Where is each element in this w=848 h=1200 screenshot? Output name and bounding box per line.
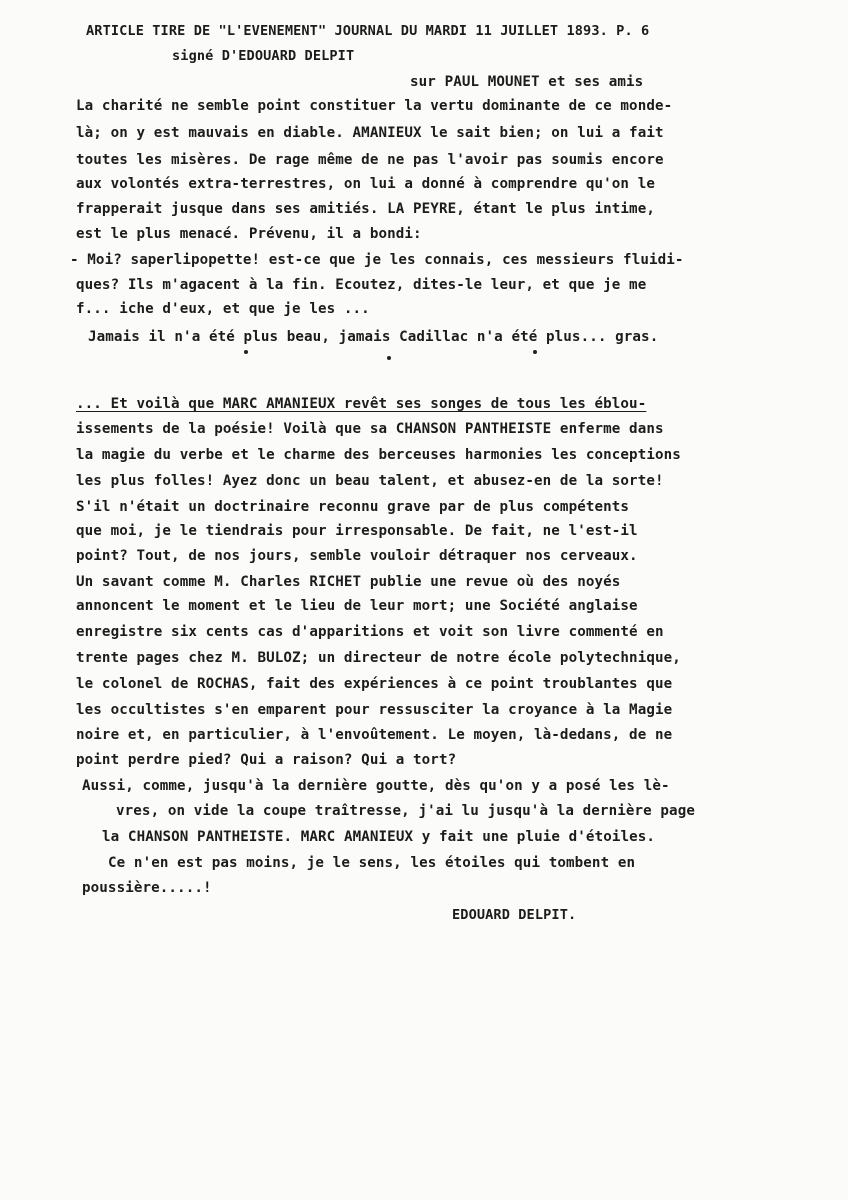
body-line-27: vres, on vide la coupe traîtresse, j'ai lu jusqu'à la dernière page xyxy=(116,803,695,819)
header-subject: sur PAUL MOUNET et ses amis xyxy=(410,74,644,90)
ellipsis-dot xyxy=(244,350,248,354)
body-line-26: Aussi, comme, jusqu'à la dernière goutte, dès qu'on y a posé les lè- xyxy=(82,778,670,794)
body-line-14: les plus folles! Ayez donc un beau talent, et abusez-en de la sorte! xyxy=(76,473,664,489)
body-line-5: frapperait jusque dans ses amitiés. LA PEYRE, étant le plus intime, xyxy=(76,201,655,217)
header-author: signé D'EDOUARD DELPIT xyxy=(172,48,355,64)
body-line-29: Ce n'en est pas moins, je le sens, les étoiles qui tombent en xyxy=(108,855,636,871)
body-line-30: poussière.....! xyxy=(82,880,212,896)
body-line-8: ques? Ils m'agacent à la fin. Ecoutez, dites-le leur, et que je me xyxy=(76,277,647,293)
body-line-9: f... iche d'eux, et que je les ... xyxy=(76,301,370,317)
body-line-15: S'il n'était un doctrinaire reconnu grave par de plus compétents xyxy=(76,499,630,515)
body-line-24: noire et, en particulier, à l'envoûtement. Le moyen, là-dedans, de ne xyxy=(76,727,673,743)
body-line-28: la CHANSON PANTHEISTE. MARC AMANIEUX y fait une pluie d'étoiles. xyxy=(102,829,656,845)
signature: EDOUARD DELPIT. xyxy=(452,907,577,923)
ellipsis-dot xyxy=(533,350,537,354)
body-line-16: que moi, je le tiendrais pour irresponsable. De fait, ne l'est-il xyxy=(76,523,638,539)
body-line-21: trente pages chez M. BULOZ; un directeur de notre école polytechnique, xyxy=(76,650,681,666)
body-line-22: le colonel de ROCHAS, fait des expériences à ce point troublantes que xyxy=(76,676,673,692)
body-line-4: aux volontés extra-terrestres, on lui a donné à comprendre qu'on le xyxy=(76,176,655,192)
body-line-11: ... Et voilà que MARC AMANIEUX revêt ses songes de tous les éblou- xyxy=(76,396,647,412)
body-line-12: issements de la poésie! Voilà que sa CHANSON PANTHEISTE enferme dans xyxy=(76,421,664,437)
ellipsis-dot xyxy=(387,356,391,360)
body-line-23: les occultistes s'en emparent pour ressusciter la croyance à la Magie xyxy=(76,702,673,718)
body-line-2: là; on y est mauvais en diable. AMANIEUX le sait bien; on lui a fait xyxy=(76,125,664,141)
body-line-19: annoncent le moment et le lieu de leur mort; une Société anglaise xyxy=(76,598,638,614)
body-line-6: est le plus menacé. Prévenu, il a bondi: xyxy=(76,226,422,242)
body-line-18: Un savant comme M. Charles RICHET publie une revue où des noyés xyxy=(76,574,621,590)
body-line-13: la magie du verbe et le charme des berceuses harmonies les conceptions xyxy=(76,447,681,463)
body-line-1: La charité ne semble point constituer la vertu dominante de ce monde- xyxy=(76,98,673,114)
body-line-10: Jamais il n'a été plus beau, jamais Cadillac n'a été plus... gras. xyxy=(88,329,659,345)
body-line-17: point? Tout, de nos jours, semble vouloir détraquer nos cerveaux. xyxy=(76,548,638,564)
body-line-25: point perdre pied? Qui a raison? Qui a tort? xyxy=(76,752,457,768)
body-line-20: enregistre six cents cas d'apparitions et voit son livre commenté en xyxy=(76,624,664,640)
body-line-3: toutes les misères. De rage même de ne pas l'avoir pas soumis encore xyxy=(76,152,664,168)
header-source: ARTICLE TIRE DE "L'EVENEMENT" JOURNAL DU MARDI 11 JUILLET 1893. P. 6 xyxy=(86,23,650,39)
body-line-7: - Moi? saperlipopette! est-ce que je les connais, ces messieurs fluidi- xyxy=(70,252,684,268)
